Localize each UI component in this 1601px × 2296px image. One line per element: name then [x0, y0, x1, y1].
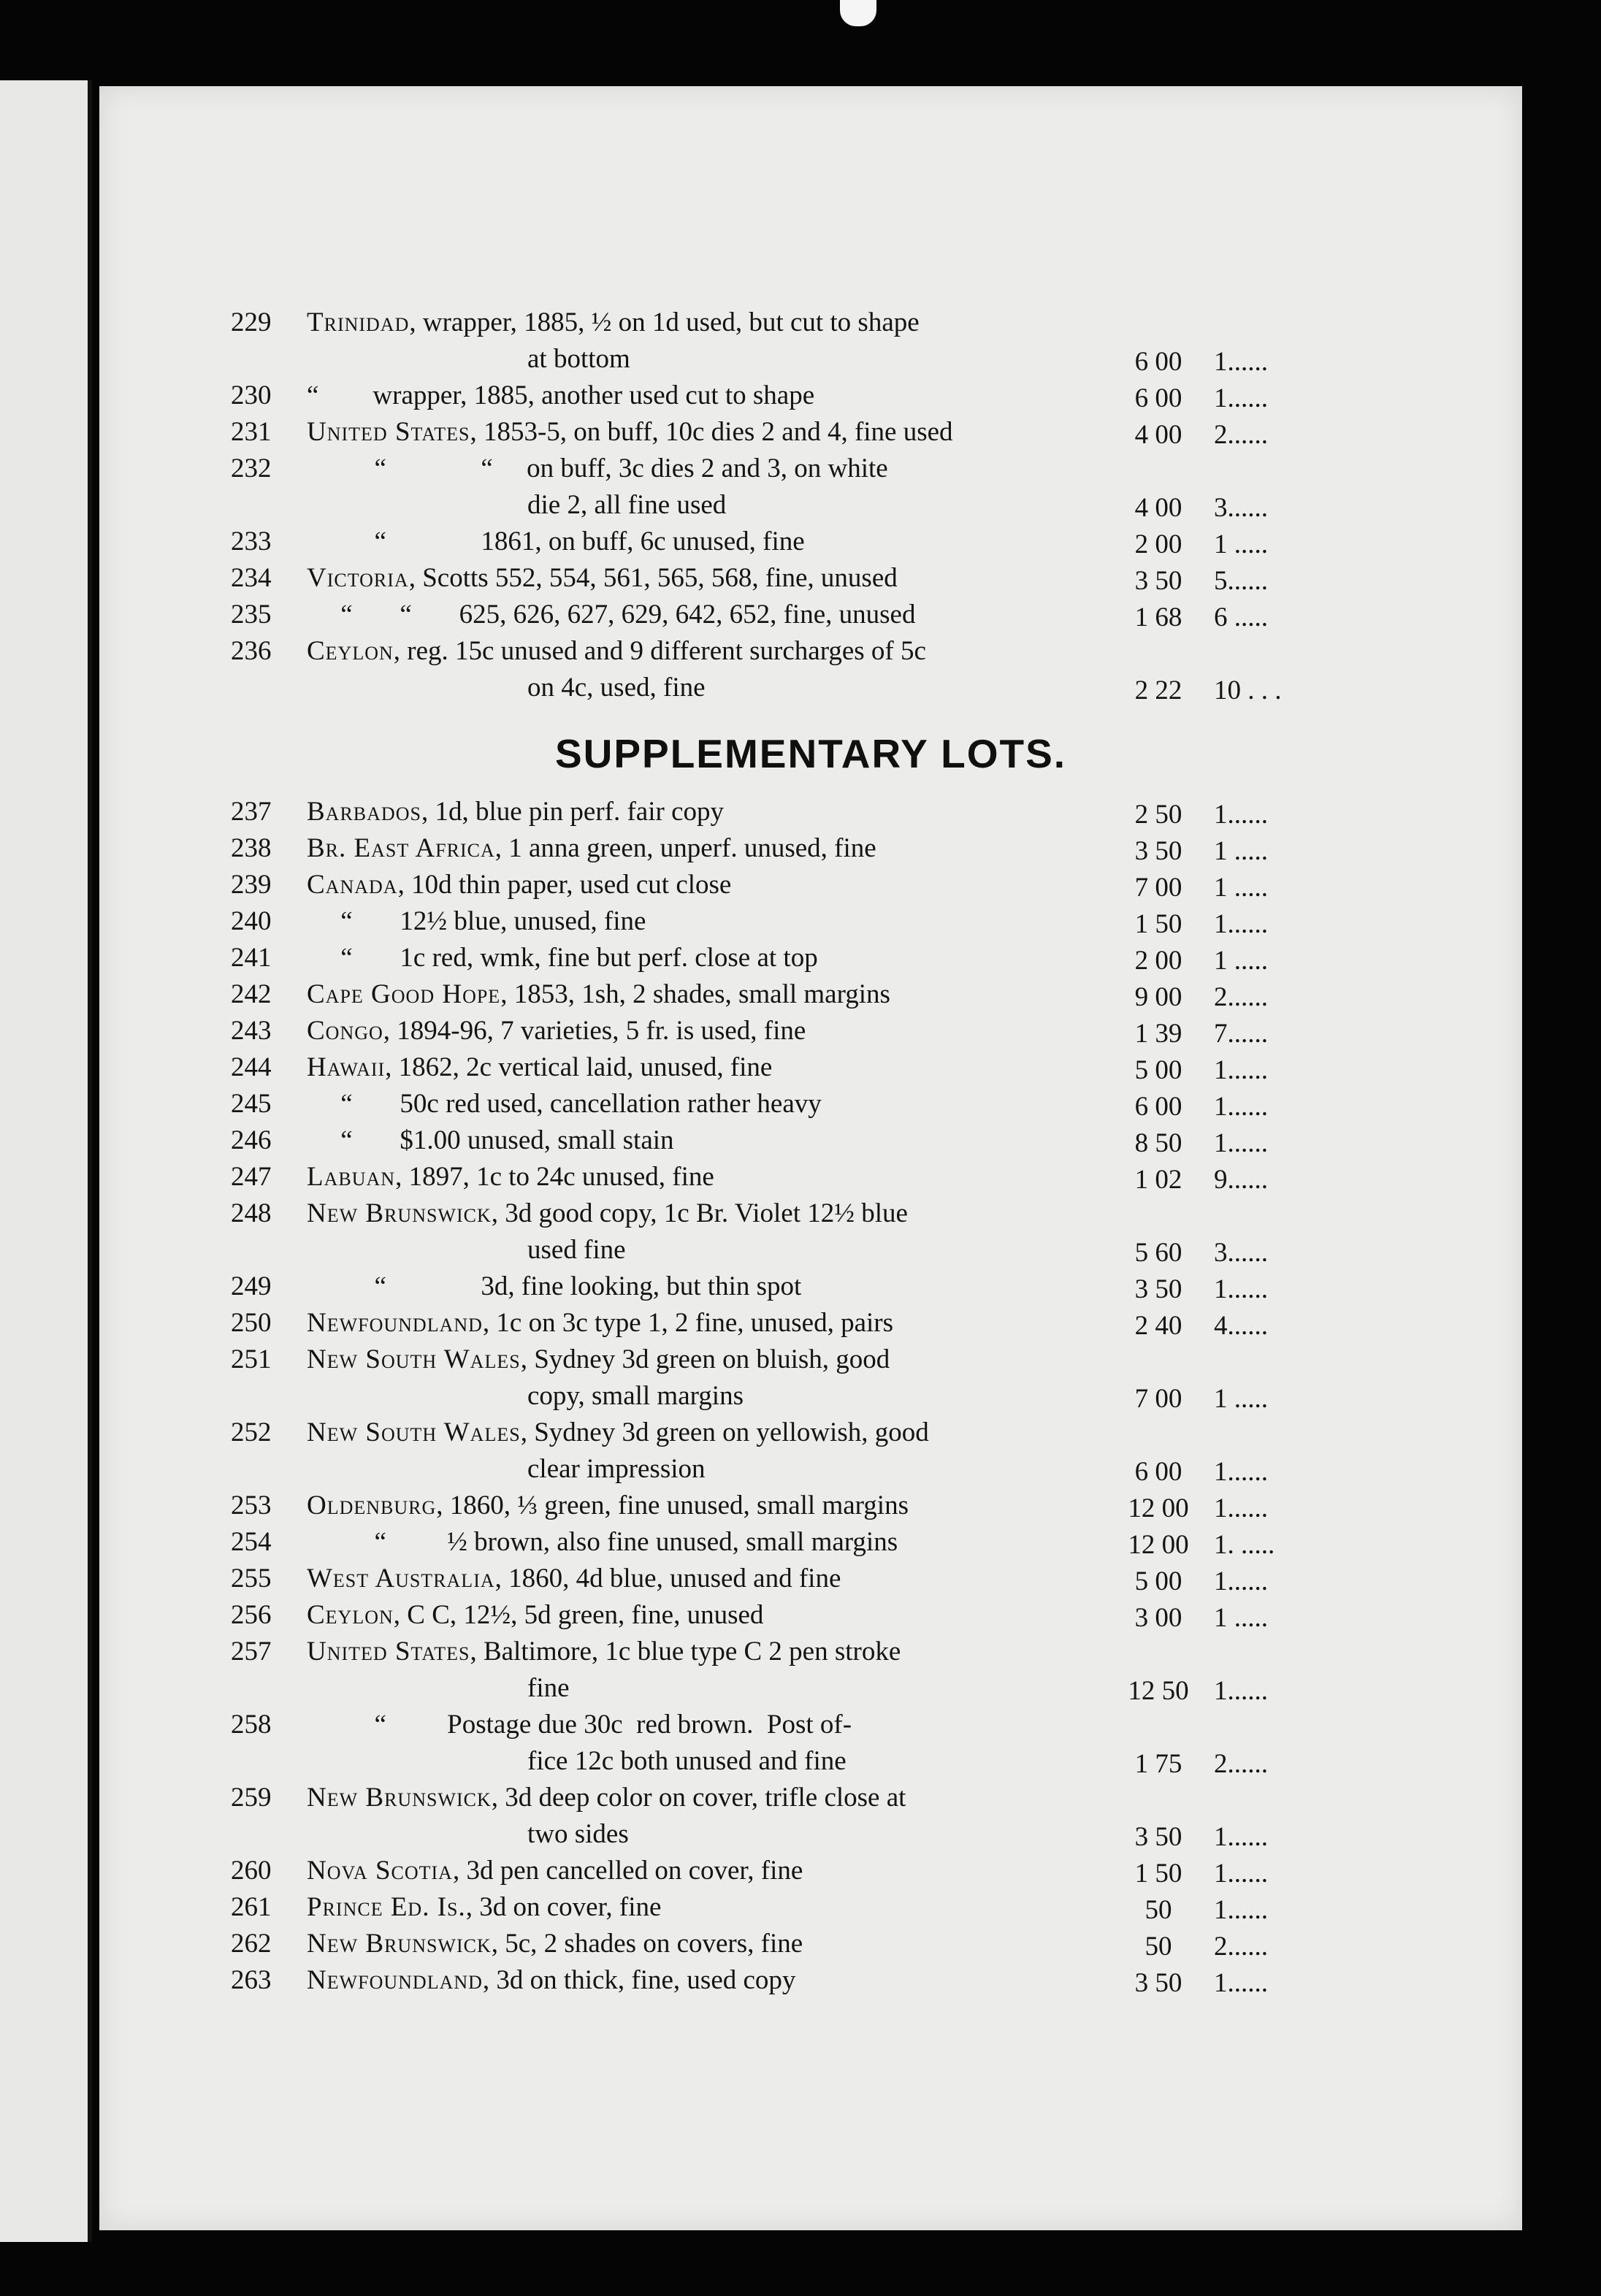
lot-text: , C C, 12½, 5d green, fine, unused — [393, 1600, 764, 1630]
lot-number: 234 — [231, 563, 272, 593]
lot-text: “ Postage due 30c red brown. Post of- — [307, 1710, 852, 1740]
lot-description — [307, 1964, 795, 1997]
lot-price: 9 00 — [1134, 982, 1182, 1012]
lot-quantity: 1...... — [1214, 800, 1268, 830]
lot-number: 246 — [231, 1125, 272, 1155]
lot-number: 262 — [231, 1929, 272, 1959]
lot-description — [307, 453, 888, 485]
country-name: New Brunswick — [307, 1198, 492, 1228]
lot-quantity: 1...... — [1214, 1055, 1268, 1085]
lot-quantity: 6 ..... — [1214, 602, 1268, 632]
lot-price: 1 39 — [1134, 1019, 1182, 1049]
lot-quantity: 1...... — [1214, 1676, 1268, 1706]
lot-text: , 10d thin paper, used cut close — [397, 870, 732, 900]
lot-quantity: 1 ..... — [1214, 1603, 1268, 1633]
lot-number: 250 — [231, 1308, 272, 1338]
lot-number: 260 — [231, 1856, 272, 1886]
lot-description — [307, 1563, 841, 1595]
lot-price: 1 50 — [1134, 909, 1182, 939]
lot-quantity: 7...... — [1214, 1019, 1268, 1049]
country-name: Nova Scotia — [307, 1856, 453, 1886]
lot-text: , 3d good copy, 1c Br. Violet 12½ blue — [491, 1198, 908, 1228]
lot-quantity: 1...... — [1214, 1895, 1268, 1925]
lot-text: , 3d pen cancelled on cover, fine — [452, 1856, 803, 1886]
lot-description — [307, 796, 724, 828]
lot-price: 4 00 — [1134, 493, 1182, 523]
lot-text-continuation: used fine — [527, 1235, 626, 1265]
lot-text: , Baltimore, 1c blue type C 2 pen stroke — [470, 1637, 901, 1666]
lot-description — [307, 1307, 893, 1339]
country-name: Newfoundland — [307, 1965, 483, 1995]
lot-description — [307, 942, 818, 974]
lot-text-continuation: fine — [527, 1673, 570, 1703]
lot-description — [307, 1928, 803, 1960]
country-name: Prince Ed. Is. — [307, 1892, 466, 1922]
lot-quantity: 1 ..... — [1214, 1384, 1268, 1414]
lot-text: “ ½ brown, also fine unused, small margins — [307, 1527, 898, 1557]
lot-price: 3 50 — [1134, 1822, 1182, 1852]
lot-price: 12 00 — [1128, 1493, 1189, 1523]
lot-quantity: 2...... — [1214, 420, 1268, 450]
lot-description — [307, 1490, 909, 1522]
lot-quantity: 1...... — [1214, 1859, 1268, 1889]
lot-price: 7 00 — [1134, 1384, 1182, 1414]
lot-text: , 1d, blue pin perf. fair copy — [421, 797, 725, 827]
lot-price: 1 75 — [1134, 1749, 1182, 1779]
lot-text: , 1 anna green, unperf. unused, fine — [494, 833, 876, 863]
lot-text: , reg. 15c unused and 9 different surcharges of 5c — [393, 636, 926, 666]
country-name: Congo — [307, 1016, 383, 1046]
lot-text: “ 1861, on buff, 6c unused, fine — [307, 527, 805, 556]
lot-number: 230 — [231, 380, 272, 410]
country-name: Labuan — [307, 1162, 396, 1192]
lot-price: 2 00 — [1134, 946, 1182, 976]
lot-price: 5 00 — [1134, 1055, 1182, 1085]
lot-description — [307, 1198, 908, 1230]
lot-price: 2 40 — [1134, 1311, 1182, 1341]
lot-description — [307, 1526, 898, 1558]
lot-number: 249 — [231, 1271, 272, 1301]
lot-price: 8 50 — [1134, 1128, 1182, 1158]
lot-quantity: 4...... — [1214, 1311, 1268, 1341]
lot-price: 3 50 — [1134, 566, 1182, 596]
lot-number: 243 — [231, 1016, 272, 1046]
lot-quantity: 2...... — [1214, 982, 1268, 1012]
lot-text: , Sydney 3d green on bluish, good — [520, 1344, 890, 1374]
lot-number: 232 — [231, 454, 272, 483]
lot-number: 247 — [231, 1162, 272, 1192]
lot-number: 245 — [231, 1089, 272, 1119]
lot-text: , 1853, 1sh, 2 shades, small margins — [500, 979, 890, 1009]
lot-text: , 1894-96, 7 varieties, 5 fr. is used, fine — [383, 1016, 806, 1046]
lot-price: 5 00 — [1134, 1566, 1182, 1596]
lot-number: 256 — [231, 1600, 272, 1630]
lot-text: , Scotts 552, 554, 561, 565, 568, fine, unused — [408, 563, 898, 593]
lot-text: “ 12½ blue, unused, fine — [307, 906, 646, 936]
left-page-edge — [0, 80, 92, 2242]
lot-number: 257 — [231, 1637, 272, 1666]
lot-price: 12 00 — [1128, 1530, 1189, 1560]
lot-quantity: 1...... — [1214, 1493, 1268, 1523]
lot-price: 1 68 — [1134, 602, 1182, 632]
lot-quantity: 10 . . . — [1214, 676, 1282, 705]
section-heading: SUPPLEMENTARY LOTS. — [554, 731, 1067, 776]
lot-description — [307, 979, 890, 1011]
lot-quantity: 1...... — [1214, 383, 1268, 413]
lot-price: 4 00 — [1134, 420, 1182, 450]
lot-description — [307, 906, 646, 938]
lot-text: , 1860, ⅓ green, fine unused, small margins — [436, 1491, 909, 1520]
country-name: United States — [307, 1637, 470, 1666]
lot-text: , 3d deep color on cover, trifle close at — [491, 1783, 906, 1813]
country-name: United States — [307, 417, 470, 447]
lot-quantity: 5...... — [1214, 566, 1268, 596]
lot-description — [307, 1891, 661, 1924]
country-name: Ceylon — [307, 636, 394, 666]
country-name: New Brunswick — [307, 1929, 492, 1959]
lot-number: 244 — [231, 1052, 272, 1082]
lot-number: 242 — [231, 979, 272, 1009]
lot-description — [307, 1052, 772, 1084]
lot-quantity: 1. ..... — [1214, 1530, 1275, 1560]
catalog-page — [99, 86, 1522, 2230]
lot-quantity: 1...... — [1214, 1566, 1268, 1596]
lot-description — [307, 1088, 822, 1120]
lot-number: 254 — [231, 1527, 272, 1557]
lot-description — [307, 1782, 906, 1814]
lot-description — [307, 1417, 929, 1449]
lot-number: 261 — [231, 1892, 272, 1922]
lot-description — [307, 562, 898, 594]
lot-text-continuation: fice 12c both unused and fine — [527, 1746, 847, 1776]
lot-quantity: 1...... — [1214, 1457, 1268, 1487]
lot-text: , 3d on cover, fine — [465, 1892, 662, 1922]
lot-text: , 5c, 2 shades on covers, fine — [491, 1929, 803, 1959]
lot-number: 263 — [231, 1965, 272, 1995]
lot-quantity: 1...... — [1214, 1092, 1268, 1122]
lot-price: 3 50 — [1134, 1274, 1182, 1304]
lot-description — [307, 1636, 901, 1668]
lot-quantity: 1 ..... — [1214, 946, 1268, 976]
lot-description — [307, 1271, 801, 1303]
top-edge-mark — [840, 0, 876, 26]
lot-number: 248 — [231, 1198, 272, 1228]
lot-text-continuation: on 4c, used, fine — [527, 673, 706, 703]
lot-price: 3 50 — [1134, 836, 1182, 866]
lot-description — [307, 869, 731, 901]
lot-text-continuation: two sides — [527, 1819, 629, 1849]
country-name: Ceylon — [307, 1600, 394, 1630]
lot-price: 2 22 — [1134, 676, 1182, 705]
lot-text: “ 1c red, wmk, fine but perf. close at top — [307, 943, 818, 973]
lot-price: 6 00 — [1134, 383, 1182, 413]
lot-text-continuation: copy, small margins — [527, 1381, 744, 1411]
lot-text: , Sydney 3d green on yellowish, good — [520, 1417, 929, 1447]
lot-price: 50 — [1145, 1895, 1172, 1925]
lot-price: 50 — [1145, 1932, 1172, 1962]
lot-description — [307, 526, 805, 558]
lot-text-continuation: at bottom — [527, 344, 630, 374]
lot-text: “ 3d, fine looking, but thin spot — [307, 1271, 802, 1301]
lot-text: , 1862, 2c vertical laid, unused, fine — [385, 1052, 773, 1082]
lot-description — [307, 1855, 803, 1887]
lot-price: 6 00 — [1134, 1092, 1182, 1122]
country-name: Newfoundland — [307, 1308, 483, 1338]
lot-number: 231 — [231, 417, 272, 447]
country-name: Hawaii — [307, 1052, 386, 1082]
lot-description — [307, 416, 953, 448]
country-name: Oldenburg — [307, 1491, 437, 1520]
lot-number: 239 — [231, 870, 272, 900]
lot-number: 237 — [231, 797, 272, 827]
lot-description — [307, 1599, 763, 1631]
country-name: Trinidad — [307, 307, 410, 337]
lot-description — [307, 307, 920, 339]
lot-quantity: 9...... — [1214, 1165, 1268, 1195]
lot-text: “ “ 625, 626, 627, 629, 642, 652, fine, unused — [307, 600, 916, 630]
lot-text: , 1c on 3c type 1, 2 fine, unused, pairs — [482, 1308, 893, 1338]
lot-quantity: 2...... — [1214, 1749, 1268, 1779]
lot-description — [307, 1125, 674, 1157]
country-name: New South Wales — [307, 1344, 521, 1374]
lot-description — [307, 1161, 714, 1193]
lot-description — [307, 833, 876, 865]
lot-quantity: 1...... — [1214, 909, 1268, 939]
lot-number: 258 — [231, 1710, 272, 1740]
country-name: Victoria — [307, 563, 409, 593]
country-name: New South Wales — [307, 1417, 521, 1447]
lot-number: 233 — [231, 527, 272, 556]
lot-price: 2 50 — [1134, 800, 1182, 830]
lot-description — [307, 599, 915, 631]
country-name: Cape Good Hope — [307, 979, 501, 1009]
lot-text: “ 50c red used, cancellation rather heavy — [307, 1089, 822, 1119]
lot-text: “ wrapper, 1885, another used cut to shape — [307, 380, 815, 410]
lot-number: 238 — [231, 833, 272, 863]
lot-number: 240 — [231, 906, 272, 936]
lot-text: “ “ on buff, 3c dies 2 and 3, on white — [307, 454, 888, 483]
lot-text-continuation: clear impression — [527, 1454, 706, 1484]
lot-quantity: 1 ..... — [1214, 873, 1268, 903]
lot-description — [307, 635, 926, 667]
lot-quantity: 3...... — [1214, 493, 1268, 523]
country-name: Canada — [307, 870, 398, 900]
lot-text: , 1897, 1c to 24c unused, fine — [395, 1162, 714, 1192]
lot-text: “ $1.00 unused, small stain — [307, 1125, 674, 1155]
lot-number: 235 — [231, 600, 272, 630]
lot-quantity: 1...... — [1214, 1822, 1268, 1852]
lot-number: 236 — [231, 636, 272, 666]
lot-price: 6 00 — [1134, 347, 1182, 377]
lot-price: 7 00 — [1134, 873, 1182, 903]
lot-price: 1 50 — [1134, 1859, 1182, 1889]
lot-text: , 1860, 4d blue, unused and fine — [494, 1564, 841, 1593]
lot-text-continuation: die 2, all fine used — [527, 490, 727, 520]
lot-price: 1 02 — [1134, 1165, 1182, 1195]
lot-price: 3 50 — [1134, 1968, 1182, 1998]
country-name: Br. East Africa — [307, 833, 495, 863]
lot-price: 3 00 — [1134, 1603, 1182, 1633]
lot-price: 2 00 — [1134, 529, 1182, 559]
country-name: Barbados — [307, 797, 421, 827]
lot-quantity: 3...... — [1214, 1238, 1268, 1268]
lot-price: 6 00 — [1134, 1457, 1182, 1487]
lot-description — [307, 1344, 890, 1376]
lot-number: 251 — [231, 1344, 272, 1374]
lot-number: 252 — [231, 1417, 272, 1447]
lot-number: 255 — [231, 1564, 272, 1593]
country-name: West Australia — [307, 1564, 495, 1593]
lot-quantity: 1...... — [1214, 347, 1268, 377]
lot-quantity: 1 ..... — [1214, 836, 1268, 866]
lot-text: , 3d on thick, fine, used copy — [482, 1965, 796, 1995]
lot-number: 229 — [231, 307, 272, 337]
lot-number: 253 — [231, 1491, 272, 1520]
lot-text: , wrapper, 1885, ½ on 1d used, but cut to shape — [409, 307, 920, 337]
lot-quantity: 1...... — [1214, 1274, 1268, 1304]
lot-number: 241 — [231, 943, 272, 973]
lot-price: 5 60 — [1134, 1238, 1182, 1268]
lot-quantity: 1...... — [1214, 1968, 1268, 1998]
lot-description — [307, 1709, 852, 1741]
lot-text: , 1853-5, on buff, 10c dies 2 and 4, fine used — [470, 417, 953, 447]
lot-quantity: 1...... — [1214, 1128, 1268, 1158]
country-name: New Brunswick — [307, 1783, 492, 1813]
lot-number: 259 — [231, 1783, 272, 1813]
lot-quantity: 1 ..... — [1214, 529, 1268, 559]
lot-description — [307, 380, 814, 412]
lot-description — [307, 1015, 806, 1047]
lot-quantity: 2...... — [1214, 1932, 1268, 1962]
lot-price: 12 50 — [1128, 1676, 1189, 1706]
